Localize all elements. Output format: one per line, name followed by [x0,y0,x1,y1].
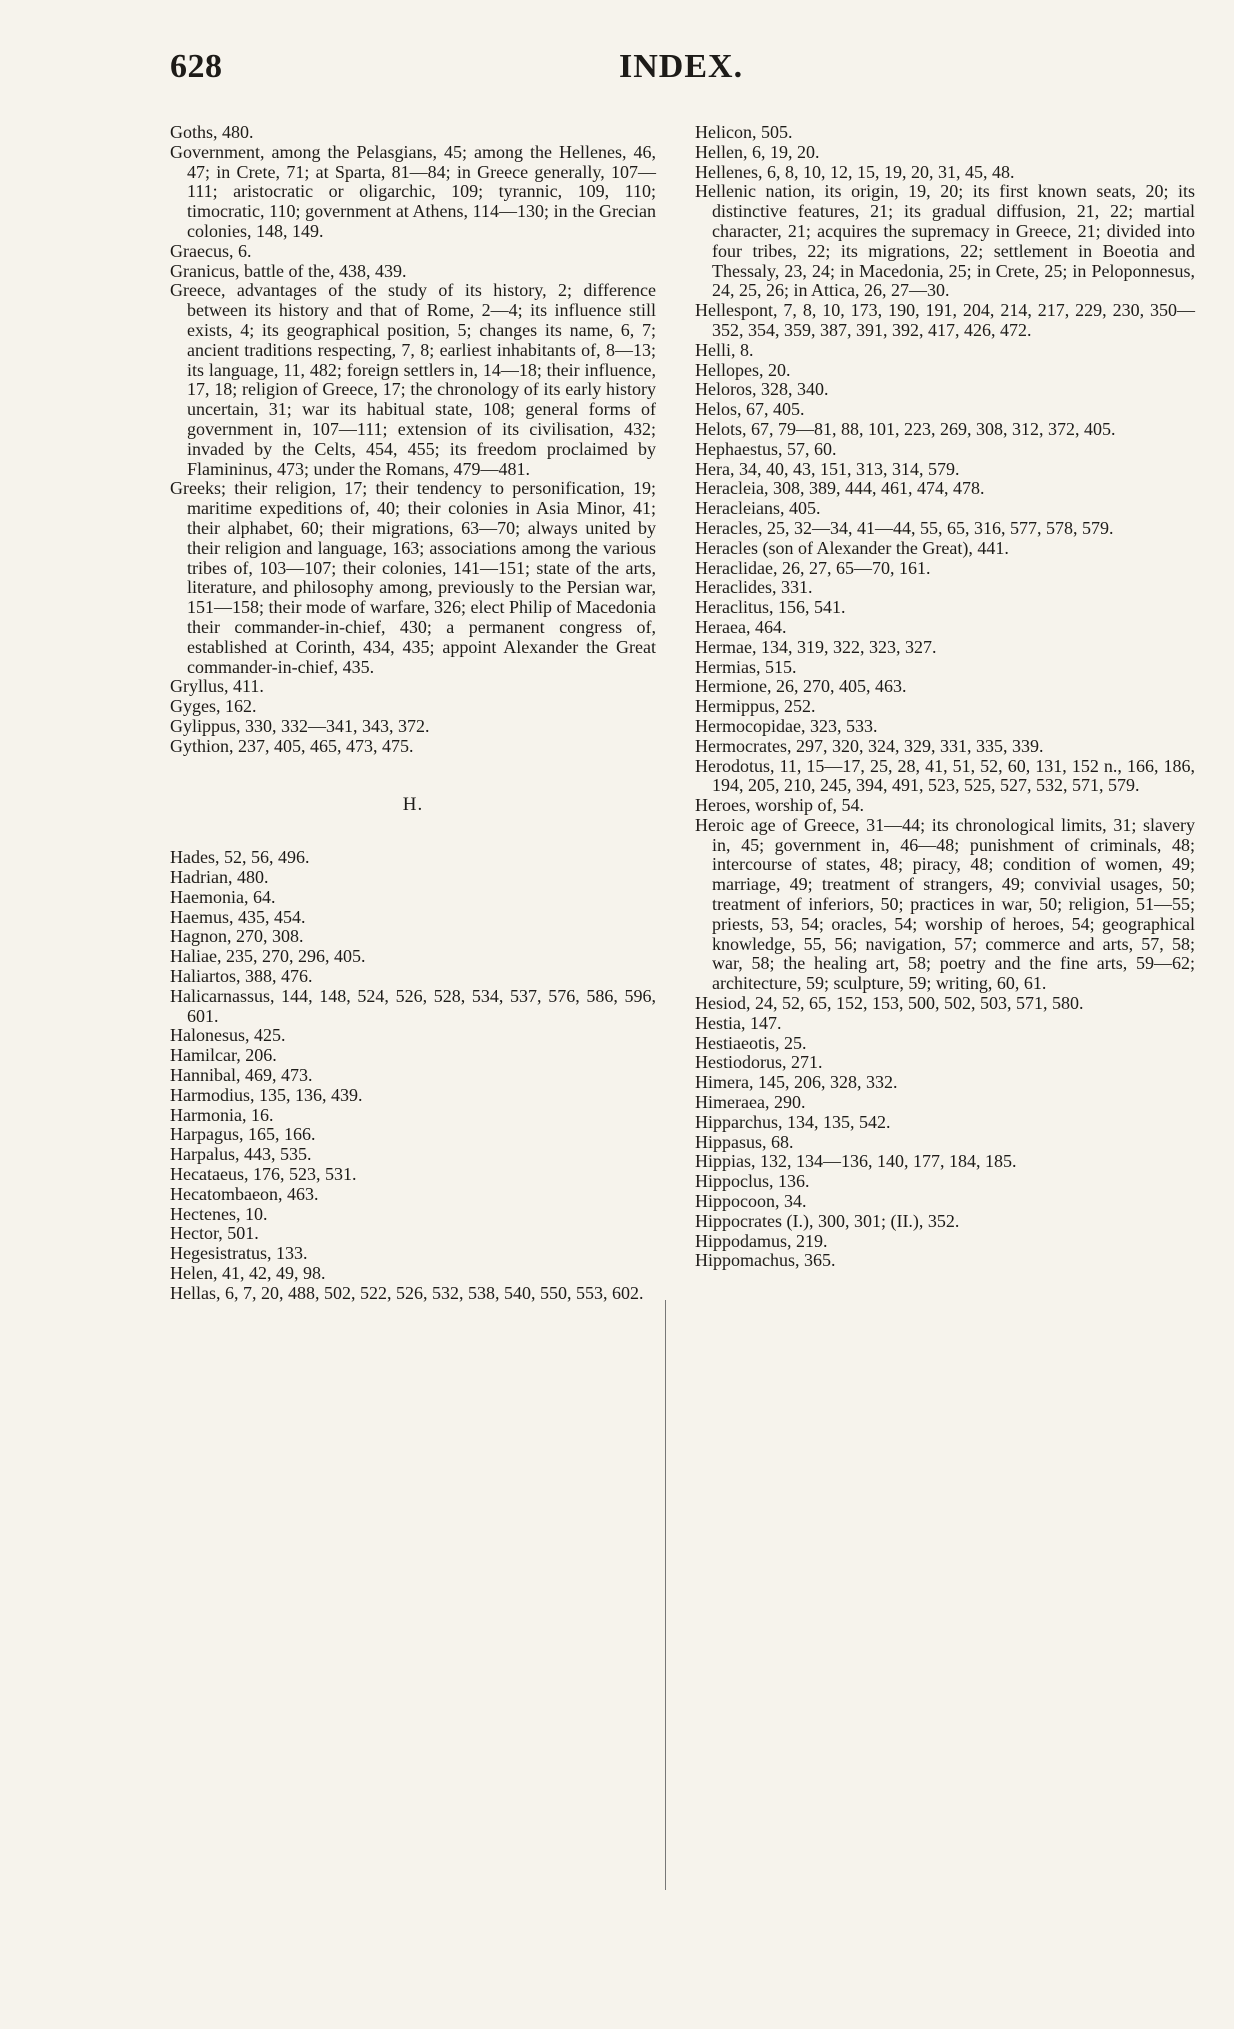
index-entry: Hellespont, 7, 8, 10, 173, 190, 191, 204, 214, 217, 229, 230, 350—352, 354, 359, 387, 391, 392, 417, 426, 472. [695,300,1195,340]
index-entry: Greece, advantages of the study of its history, 2; difference between its history and that of Rome, 2—4; its influence still exists, 4; its geographical position, 5; changes its name, 6, 7; ancient traditions respecting, 7, 8; earliest inhabitants of, 8—13; its language, 11, 482; foreign settlers in, 14—18; their influence, 17, 18; religion of Greece, 17; the chronology of its early history uncertain, 31; war its habitual state, 108; general forms of government in, 107—111; extension of its civilisation, 432; invaded by the Celts, 454, 455; its freedom proclaimed by Flamininus, 473; under the Romans, 479—481. [170,280,656,479]
section-letter-heading: H. [402,793,424,815]
index-entry: Goths, 480. [170,122,254,142]
index-entry: Hellenic nation, its origin, 19, 20; its first known seats, 20; its distinctive features, 21; its gradual diffusion, 21, 22; martial character, 21; acquires the supremacy in Greece, 21; divided into four tribes, 22; its migrations, 22; settlement in Boeotia and Thessaly, 23, 24; in Macedonia, 25; in Crete, 25; in Peloponnesus, 24, 25, 26; in Attica, 26, 27—30. [695,181,1195,301]
index-entry: Hegesistratus, 133. [170,1243,308,1264]
index-entry: Hippasus, 68. [695,1131,794,1152]
index-entry: Hermocopidae, 323, 533. [695,715,878,736]
index-entry: Heracleians, 405. [695,498,821,519]
index-entry: Government, among the Pelasgians, 45; among the Hellenes, 46, 47; in Crete, 71; at Sparta, 81—84; in Greece generally, 107—111; aristocratic or oligarchic, 109; tyrannic, 109, 110; timocratic, 110; government at Athens, 114—130; in the Grecian colonies, 148, 149. [170,141,656,241]
index-entry: Hera, 34, 40, 43, 151, 313, 314, 579. [695,458,960,479]
index-entry: Helen, 41, 42, 49, 98. [170,1263,326,1284]
page-header [170,48,1110,98]
index-entry: Hestia, 147. [695,1012,782,1033]
index-entry: Harmonia, 16. [170,1104,274,1125]
index-entry: Herodotus, 11, 15—17, 25, 28, 41, 51, 52, 60, 131, 152 n., 166, 186, 194, 205, 210, 245, 394, 491, 523, 525, 527, 532, 571, 579. [695,755,1195,796]
running-head-title: INDEX. [619,48,744,85]
index-entry: Halonesus, 425. [170,1025,286,1046]
index-entry: Haliae, 235, 270, 296, 405. [170,946,366,967]
index-entry: Halicarnassus, 144, 148, 524, 526, 528, 534, 537, 576, 586, 596, 601. [170,985,656,1026]
index-entry: Helos, 67, 405. [695,399,805,420]
index-entry: Greeks; their religion, 17; their tendency to personification, 19; maritime expeditions of, 40; their colonies in Asia Minor, 41; their alphabet, 60; their migrations, 63—70; always united by their religion and language, 163; associations among the various tribes of, 103—107; their colonies, 141—151; state of the arts, literature, and philosophy among, previously to the Persian war, 151—158; their mode of warfare, 326; elect Philip of Macedonia their commander-in-chief, 430; a permanent congress of, established at Corinth, 434, 435; appoint Alexander the Great commander-in-chief, 435. [170,478,656,677]
index-entry: Heraclides, 331. [695,577,813,598]
index-entry: Heracles, 25, 32—34, 41—44, 55, 65, 316, 577, 578, 579. [695,517,1114,538]
index-entry: Hades, 52, 56, 496. [170,847,310,868]
index-entry: Hermias, 515. [695,656,797,677]
index-entry: Hestiaeotis, 25. [695,1032,807,1053]
index-entry: Gylippus, 330, 332—341, 343, 372. [170,715,430,736]
index-entry: Hellopes, 20. [695,359,791,380]
index-entry: Hecatombaeon, 463. [170,1183,319,1204]
index-entry: Heroes, worship of, 54. [695,795,864,816]
index-entry: Hannibal, 469, 473. [170,1065,313,1086]
index-entry: Haemus, 435, 454. [170,906,306,927]
index-entry: Harmodius, 135, 136, 439. [170,1084,363,1105]
right-column [695,123,1195,1271]
page-number: 628 [170,48,223,85]
index-entry: Gryllus, 411. [170,676,264,697]
index-entry: Graecus, 6. [170,240,252,261]
left-column [170,123,656,1304]
index-entry: Hamilcar, 206. [170,1045,277,1066]
index-entry: Hagnon, 270, 308. [170,926,304,947]
index-entry: Hestiodorus, 271. [695,1052,823,1073]
index-entry: Hellas, 6, 7, 20, 488, 502, 522, 526, 532, 538, 540, 550, 553, 602. [170,1282,644,1303]
index-entry: Himera, 145, 206, 328, 332. [695,1072,898,1093]
column-divider [665,1300,666,1890]
index-entry: Hermocrates, 297, 320, 324, 329, 331, 335, 339. [695,735,1044,756]
index-entry: Hippodamus, 219. [695,1230,828,1251]
index-entry: Hectenes, 10. [170,1203,268,1224]
index-entry: Himeraea, 290. [695,1092,806,1113]
index-entry: Hermae, 134, 319, 322, 323, 327. [695,636,937,657]
index-entry: Helicon, 505. [695,122,793,142]
index-entry: Heroic age of Greece, 31—44; its chronological limits, 31; slavery in, 45; government in, 46—48; punishment of criminals, 48; intercourse of states, 48; piracy, 48; condition of women, 49; marriage, 49; treatment of strangers, 49; convivial usages, 50; treatment of inferiors, 50; practices in war, 50; religion, 51—55; priests, 53, 54; oracles, 54; worship of heroes, 54; geographical knowledge, 55, 56; navigation, 57; commerce and arts, 57, 58; war, 58; the healing art, 58; poetry and the fine arts, 59—62; architecture, 59; sculpture, 59; writing, 60, 61. [695,814,1195,994]
index-entry: Hephaestus, 57, 60. [695,438,837,459]
index-entry: Hippocoon, 34. [695,1191,807,1212]
index-entry: Heloros, 328, 340. [695,379,829,400]
index-entry: Harpalus, 443, 535. [170,1144,312,1165]
index-entry: Hesiod, 24, 52, 65, 152, 153, 500, 502, 503, 571, 580. [695,993,1084,1014]
index-entry: Hippocrates (I.), 300, 301; (II.), 352. [695,1210,960,1231]
index-entry: Hipparchus, 134, 135, 542. [695,1111,891,1132]
index-entry: Hector, 501. [170,1223,259,1244]
index-entry: Harpagus, 165, 166. [170,1124,316,1145]
index-entry: Heraea, 464. [695,616,787,637]
index-entry: Hellen, 6, 19, 20. [695,141,820,162]
index-entry: Hermione, 26, 270, 405, 463. [695,676,907,697]
index-entry: Hadrian, 480. [170,867,269,888]
index-entry: Hermippus, 252. [695,696,816,717]
index-entry: Hecataeus, 176, 523, 531. [170,1164,357,1185]
index-entry: Hellenes, 6, 8, 10, 12, 15, 19, 20, 31, 45, 48. [695,161,1015,182]
index-entry: Helli, 8. [695,339,754,360]
index-entry: Hippias, 132, 134—136, 140, 177, 184, 185. [695,1151,1017,1172]
index-entry: Heraclidae, 26, 27, 65—70, 161. [695,557,931,578]
index-entry: Heracleia, 308, 389, 444, 461, 474, 478. [695,478,985,499]
index-entry: Heraclitus, 156, 541. [695,597,846,618]
index-entry: Heracles (son of Alexander the Great), 441. [695,537,1009,558]
index-entry: Granicus, battle of the, 438, 439. [170,260,407,281]
index-entry: Haliartos, 388, 476. [170,966,313,987]
index-entry: Helots, 67, 79—81, 88, 101, 223, 269, 308, 312, 372, 405. [695,418,1116,439]
index-entry: Gyges, 162. [170,696,257,717]
index-entry: Hippoclus, 136. [695,1171,810,1192]
index-entry: Haemonia, 64. [170,886,276,907]
index-entry: Hippomachus, 365. [695,1250,836,1271]
index-entry: Gythion, 237, 405, 465, 473, 475. [170,735,414,756]
